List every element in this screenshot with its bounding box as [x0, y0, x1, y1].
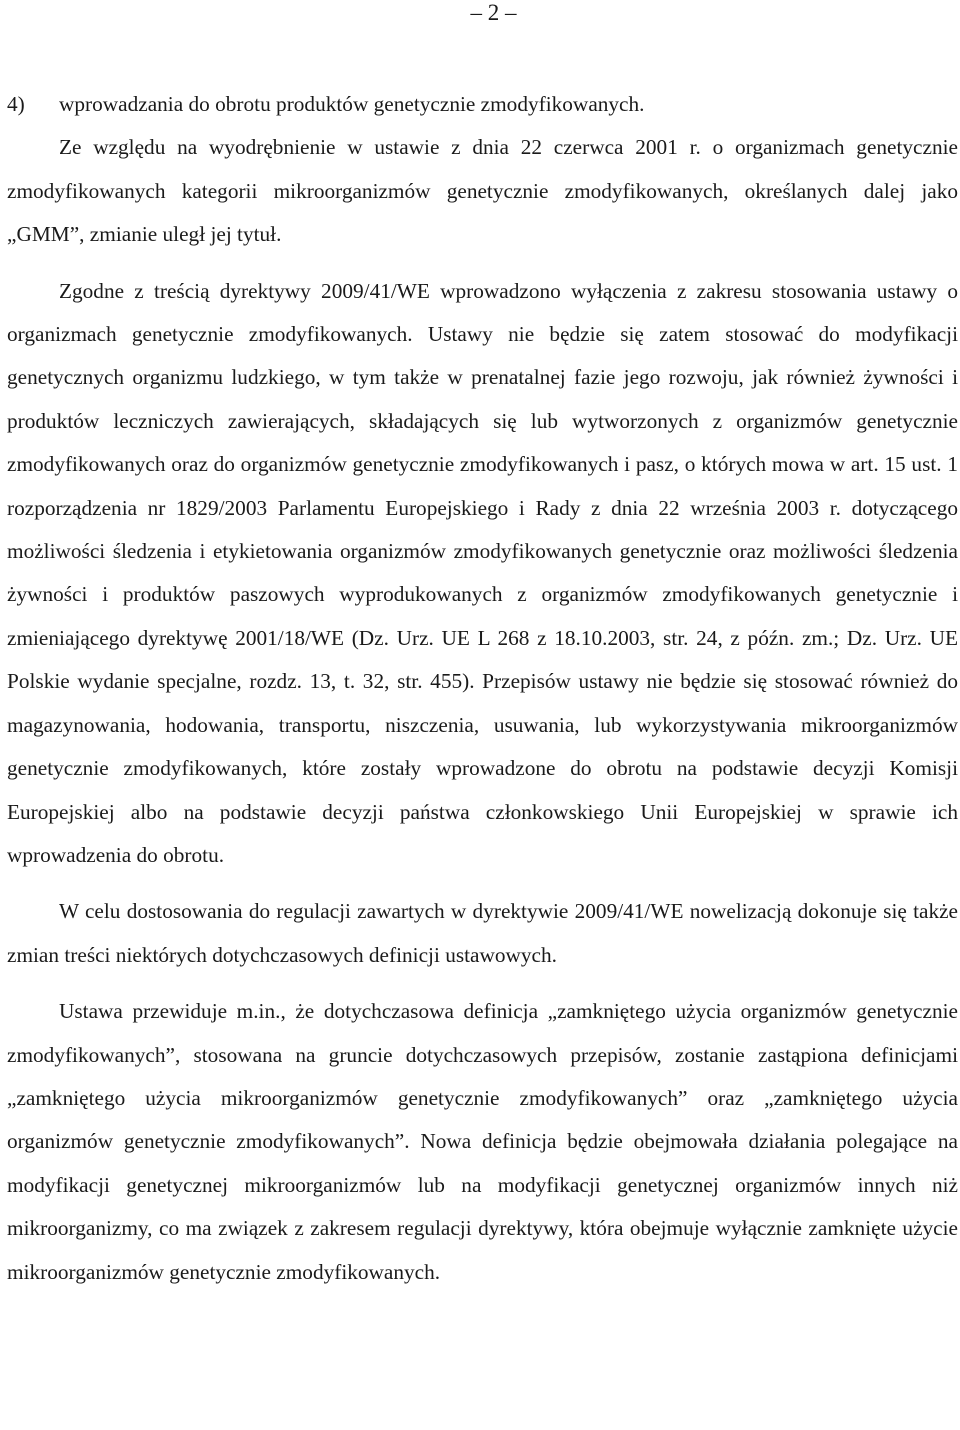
- document-body: [7, 83, 958, 1294]
- list-item-text: wprowadzania do obrotu produktów genetycznie zmodyfikowanych.: [59, 92, 645, 116]
- paragraph-title-change: Ze względu na wyodrębnienie w ustawie z dnia 22 czerwca 2001 r. o organizmach genetycznie zmodyfikowanych kategorii mikroorganizmów genetycznie zmodyfikowanych, określanych dalej jako „GMM”, zmianie uległ jej tytuł.: [7, 135, 958, 247]
- paragraph-exclusions: Zgodne z treścią dyrektywy 2009/41/WE wprowadzono wyłączenia z zakresu stosowania ustawy o organizmach genetycznie zmodyfikowanych. Ustawy nie będzie się zatem stosować do modyfikacji genetycznych organizmu ludzkiego, w tym także w prenatalnej fazie jego rozwoju, jak również żywności i produktów leczniczych zawierających, składających się lub wytworzonych z organizmów genetycznie zmodyfikowanych oraz do organizmów genetycznie zmodyfikowanych i pasz, o których mowa w art. 15 ust. 1 rozporządzenia nr 1829/2003 Parlamentu Europejskiego i Rady z dnia 22 września 2003 r. dotyczącego możliwości śledzenia i etykietowania organizmów zmodyfikowanych genetycznie oraz możliwości śledzenia żywności i produktów paszowych wyprodukowanych z organizmów zmodyfikowanych genetycznie i zmieniającego dyrektywę 2001/18/WE (Dz. Urz. UE L 268 z 18.10.2003, str. 24, z późn. zm.; Dz. Urz. UE Polskie wydanie specjalne, rozdz. 13, t. 32, str. 455). Przepisów ustawy nie będzie się stosować również do magazynowania, hodowania, transportu, niszczenia, usuwania, lub wykorzystywania mikroorganizmów genetycznie zmodyfikowanych, które zostały wprowadzone do obrotu na podstawie decyzji Komisji Europejskiej albo na podstawie decyzji państwa członkowskiego Unii Europejskiej w sprawie ich wprowadzenia do obrotu.: [7, 278, 958, 867]
- list-item-4: [7, 83, 958, 126]
- paragraph-new-definitions: Ustawa przewiduje m.in., że dotychczasowa definicja „zamkniętego użycia organizmów genetycznie zmodyfikowanych”, stosowana na gruncie dotychczasowych przepisów, zostanie zastąpiona definicjami „zamkniętego użycia mikroorganizmów genetycznie zmodyfikowanych” oraz „zamkniętego użycia organizmów genetycznie zmodyfikowanych”. Nowa definicja będzie obejmowała działania polegające na modyfikacji genetycznej mikroorganizmów lub na modyfikacji genetycznej organizmów innych niż mikroorganizmy, co ma związek z zakresem regulacji dyrektywy, która obejmuje wyłącznie zamknięte użycie mikroorganizmów genetycznie zmodyfikowanych.: [7, 999, 958, 1284]
- list-item-number: 4): [7, 92, 25, 116]
- page-number: – 2 –: [470, 0, 517, 25]
- paragraph-definitions-change: W celu dostosowania do regulacji zawartych w dyrektywie 2009/41/WE nowelizacją dokonuje się także zmian treści niektórych dotychczasowych definicji ustawowych.: [7, 899, 958, 967]
